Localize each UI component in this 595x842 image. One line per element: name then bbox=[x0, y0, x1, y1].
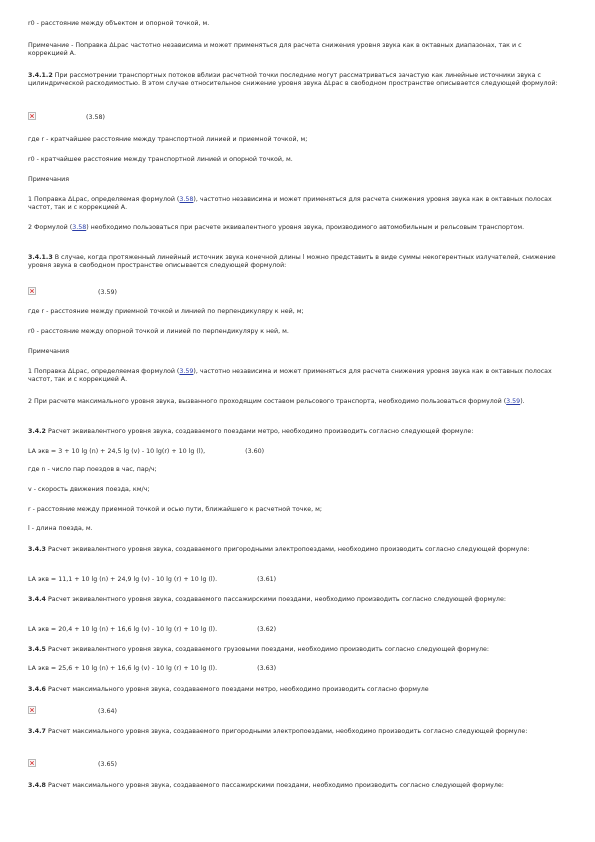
formula-number: (3.64) bbox=[98, 708, 117, 715]
text: Примечания bbox=[28, 348, 70, 355]
text: 1 Поправка ΔLрас, определяемая формулой ( bbox=[28, 196, 180, 203]
text: Примечания bbox=[28, 176, 70, 183]
text: Расчет эквивалентного уровня звука, создаваемого пассажирскими поездами, необходимо производить согласно следующей формуле: bbox=[45, 596, 506, 603]
text: r0 - расстояние между объектом и опорной точкой, м. bbox=[28, 20, 210, 27]
note-2 bbox=[28, 398, 558, 406]
broken-image-icon bbox=[28, 112, 36, 120]
broken-image-icon bbox=[28, 706, 36, 714]
text: Расчет максимального уровня звука, создаваемого пригородными электропоездами, необходимо производить согласно следующей формуле: bbox=[45, 728, 528, 735]
section-number: 3.4.1.3 bbox=[28, 254, 53, 261]
text: r0 - кратчайшее расстояние между транспортной линией и опорной точкой, м. bbox=[28, 156, 293, 163]
text: ), частотно независима и может применяться для расчета снижения уровня звука как в октавных полосах частот, так и с коррекцией А. bbox=[28, 196, 552, 212]
section-number: 3.4.3 bbox=[28, 546, 46, 553]
section-3-4-7 bbox=[28, 728, 558, 736]
paragraph bbox=[28, 328, 558, 336]
formula-text: LA экв = 11,1 + 10 lg (n) + 24,9 lg (v) - 10 lg (r) + 10 lg (l). bbox=[28, 576, 218, 583]
section-number: 3.4.4 bbox=[28, 596, 46, 603]
text: Примечание - Поправка ΔLрас частотно независима и может применяться для расчета снижения уровня звука как в октавных диапазонах, так и с коррекцией А. bbox=[28, 42, 522, 58]
paragraph bbox=[28, 506, 558, 514]
section-number: 3.4.8 bbox=[28, 782, 46, 789]
section-3-4-6 bbox=[28, 686, 558, 694]
text: r0 - расстояние между опорной точкой и линией по перпендикуляру к ней, м. bbox=[28, 328, 289, 335]
formula-3-64 bbox=[28, 706, 558, 716]
text: 2 Формулой ( bbox=[28, 224, 73, 231]
text: l - длина поезда, м. bbox=[28, 525, 93, 532]
formula-number: (3.58) bbox=[86, 114, 105, 121]
paragraph bbox=[28, 308, 558, 316]
section-3-4-2 bbox=[28, 428, 558, 436]
text: 2 При расчете максимального уровня звука, вызванного проходящим составом рельсового транспорта, необходимо пользоваться формулой ( bbox=[28, 398, 507, 405]
text: ) необходимо пользоваться при расчете эквивалентного уровня звука, производимого автомобильным и рельсовым транспортом. bbox=[86, 224, 525, 231]
formula-number: (3.61) bbox=[257, 576, 277, 583]
formula-3-61 bbox=[28, 576, 558, 584]
text: Расчет эквивалентного уровня звука, создаваемого грузовыми поездами, необходимо производить согласно следующей формуле: bbox=[45, 646, 489, 653]
formula-3-60 bbox=[28, 448, 558, 456]
text: ), частотно независима и может применяться для расчета снижения уровня звука как в октавных полосах частот, так и с коррекцией А. bbox=[28, 368, 552, 384]
paragraph bbox=[28, 136, 558, 144]
text: ). bbox=[520, 398, 525, 405]
formula-3-62 bbox=[28, 626, 558, 634]
paragraph bbox=[28, 486, 558, 494]
formula-link-3-59[interactable]: 3.59 bbox=[179, 368, 194, 375]
paragraph bbox=[28, 156, 558, 164]
note-1 bbox=[28, 196, 558, 212]
section-3-4-3 bbox=[28, 546, 558, 554]
section-number: 3.4.2 bbox=[28, 428, 46, 435]
formula-3-63 bbox=[28, 665, 558, 673]
formula-3-58 bbox=[28, 112, 558, 122]
text: Расчет эквивалентного уровня звука, создаваемого пригородными электропоездами, необходимо производить согласно следующей формуле: bbox=[45, 546, 530, 553]
section-number: 3.4.5 bbox=[28, 646, 46, 653]
formula-number: (3.65) bbox=[98, 761, 117, 768]
text: где r - расстояние между приемной точкой и линией по перпендикуляру к ней, м; bbox=[28, 308, 304, 315]
formula-link-3-58[interactable]: 3.58 bbox=[72, 224, 87, 231]
section-3-4-1-3 bbox=[28, 254, 558, 270]
formula-3-65 bbox=[28, 759, 558, 769]
paragraph bbox=[28, 525, 558, 533]
note-2 bbox=[28, 224, 558, 232]
section-3-4-1-2 bbox=[28, 72, 558, 88]
text: Расчет эквивалентного уровня звука, создаваемого поездами метро, необходимо производить согласно следующей формуле: bbox=[45, 428, 474, 435]
formula-number: (3.63) bbox=[257, 665, 277, 672]
section-number: 3.4.6 bbox=[28, 686, 46, 693]
text: где r - кратчайшее расстояние между транспортной линией и приемной точкой, м; bbox=[28, 136, 308, 143]
paragraph bbox=[28, 20, 558, 28]
formula-number: (3.59) bbox=[98, 289, 117, 296]
formula-link-3-59[interactable]: 3.59 bbox=[506, 398, 521, 405]
formula-text: LA экв = 25,6 + 10 lg (n) + 16,6 lg (v) - 10 lg (r) + 10 lg (l). bbox=[28, 665, 218, 672]
text: где n - число пар поездов в час, пар/ч; bbox=[28, 466, 157, 473]
text: 1 Поправка ΔLрас, определяемая формулой ( bbox=[28, 368, 180, 375]
text: v - скорость движения поезда, км/ч; bbox=[28, 486, 150, 493]
formula-text: LA экв = 20,4 + 10 lg (n) + 16,6 lg (v) - 10 lg (r) + 10 lg (l). bbox=[28, 626, 218, 633]
text: Расчет максимального уровня звука, создаваемого пассажирскими поездами, необходимо производить согласно следующей формуле: bbox=[45, 782, 504, 789]
text: Расчет максимального уровня звука, создаваемого поездами метро, необходимо производить согласно формуле bbox=[45, 686, 429, 693]
section-3-4-5 bbox=[28, 646, 558, 654]
formula-number: (3.60) bbox=[245, 448, 265, 455]
broken-image-icon bbox=[28, 287, 36, 295]
notes-heading bbox=[28, 348, 558, 356]
formula-text: LA экв = 3 + 10 lg (n) + 24,5 lg (v) - 10 lg(r) + 10 lg (l), bbox=[28, 448, 206, 455]
broken-image-icon bbox=[28, 759, 36, 767]
text: r - расстояние между приемной точкой и осью пути, ближайшего к расчетной точке, м; bbox=[28, 506, 322, 513]
section-number: 3.4.7 bbox=[28, 728, 46, 735]
formula-link-3-58[interactable]: 3.58 bbox=[179, 196, 194, 203]
note-1 bbox=[28, 368, 558, 384]
formula-number: (3.62) bbox=[257, 626, 277, 633]
formula-3-59 bbox=[28, 287, 558, 297]
notes-heading bbox=[28, 176, 558, 184]
text: При рассмотрении транспортных потоков вблизи расчетной точки последние могут рассматриваться зачастую как линейные источники звука с цилиндрической расходимостью. В этом случае относительное снижение уровня звука ΔLрас в свободном пространстве описывается следующей формулой: bbox=[28, 72, 558, 88]
text: В случае, когда протяженный линейный источник звука конечной длины l можно представить в виде суммы некогерентных излучателей, снижение уровня звука в свободном пространстве описывается следующей формулой: bbox=[28, 254, 556, 270]
section-3-4-8 bbox=[28, 782, 558, 790]
paragraph bbox=[28, 466, 558, 474]
section-number: 3.4.1.2 bbox=[28, 72, 53, 79]
section-3-4-4 bbox=[28, 596, 558, 604]
note-paragraph bbox=[28, 42, 558, 58]
